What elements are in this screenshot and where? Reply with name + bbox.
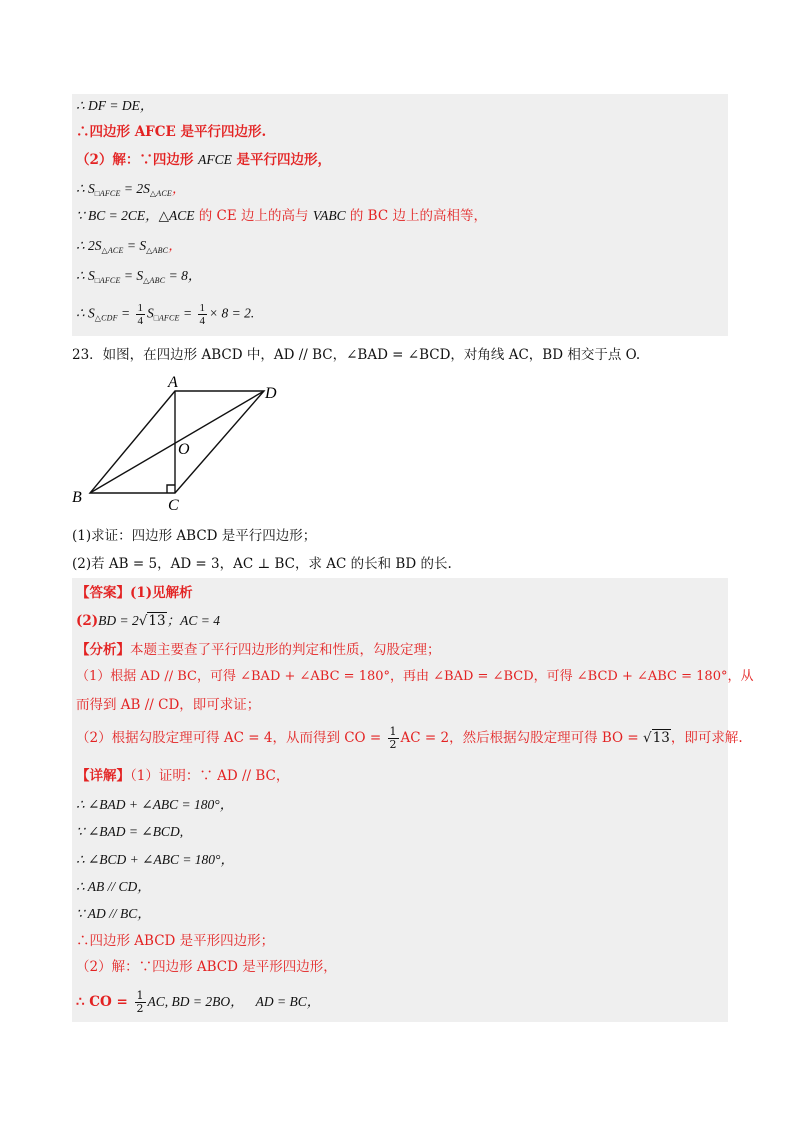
detail-line-3: ∴ ∠BCD + ∠ABC = 180°， (76, 852, 234, 867)
label-b: B (72, 489, 82, 506)
detail-line-7: （2）解：∵四边形 ABCD 是平形四边形， (76, 959, 337, 975)
solution-line-7: ∴ $S_{□AFCE} = S_{\triangle ABC} = 8$， (76, 268, 202, 285)
answer-line-2: (2)BD = 2√13；AC = 4 (76, 613, 220, 629)
detail-line-0: 【详解】（1）证明：∵ AD // BC， (76, 768, 290, 784)
question-part-2: (2)若 AB = 5，AD = 3，AC ⊥ BC，求 AC 的长和 BD 的长. (72, 556, 452, 572)
solution-line-1: ∴ DF = DE， (76, 98, 154, 113)
solution-line-2: ∴四边形 AFCE 是平行四边形. (76, 124, 267, 140)
solution-line-3: （2）解：∵四边形 AFCE 是平行四边形， (76, 152, 332, 168)
detail-line-6: ∴四边形 ABCD 是平形四边形； (76, 933, 275, 949)
label-d: D (265, 385, 277, 402)
answer-line-1: 【答案】(1)见解析 (76, 585, 193, 601)
question-part-1: (1)求证：四边形 ABCD 是平行四边形； (72, 528, 317, 544)
detail-line-5: ∵ AD // BC， (76, 906, 151, 921)
diagonal-bd (90, 391, 264, 493)
detail-line-8: ∴ CO = $\frac{1}{2}$ AC, BD = 2BO， AD = BC， (76, 989, 321, 1015)
detail-line-2: ∵ ∠BAD = ∠BCD, (76, 824, 184, 839)
label-o: O (178, 441, 190, 458)
analysis-line-2: 而得到 AB // CD，即可求证； (76, 697, 261, 713)
label-a: A (168, 374, 178, 391)
label-c: C (168, 497, 179, 510)
analysis-line-3: （2）根据勾股定理可得 AC = 4，从而得到 CO = $\frac{1}{2}$ AC = 2，然后根据勾股定理可得 BO = √13，即可求解. (76, 725, 743, 751)
parallelogram-figure (70, 370, 290, 510)
detail-line-1: ∴ ∠BAD + ∠ABC = 180°， (76, 797, 234, 812)
right-angle-mark (167, 485, 175, 493)
detail-line-4: ∴ AB // CD， (76, 879, 151, 894)
solution-line-8: ∴ $S_{\triangle CDF}$ = $\frac{1}{4}$ $S_{□AFCE}$ = $\frac{1}{4}$ × 8 = 2. (76, 302, 255, 327)
solution-line-5: ∵ BC = 2CE，△ACE 的 CE 边上的高与 VABC 的 BC 边上的高相等， (76, 208, 487, 224)
analysis-head: 【分析】本题主要查了平行四边形的判定和性质，勾股定理； (76, 642, 441, 658)
analysis-line-1: （1）根据 AD // BC，可得 ∠BAD + ∠ABC = 180°，再由 ∠BAD = ∠BCD，可得 ∠BCD + ∠ABC = 180°，从 (76, 669, 754, 684)
solution-line-6: ∴ $2S_{\triangle ACE} = S_{\triangle ABC}$， (76, 238, 182, 255)
question-23-text: 23．如图，在四边形 ABCD 中，AD // BC，∠BAD = ∠BCD，对角线 AC，BD 相交于点 O. (72, 347, 641, 363)
solution-line-4: ∴ $S_{□AFCE} = 2S_{\triangle ACE}$， (76, 181, 186, 198)
